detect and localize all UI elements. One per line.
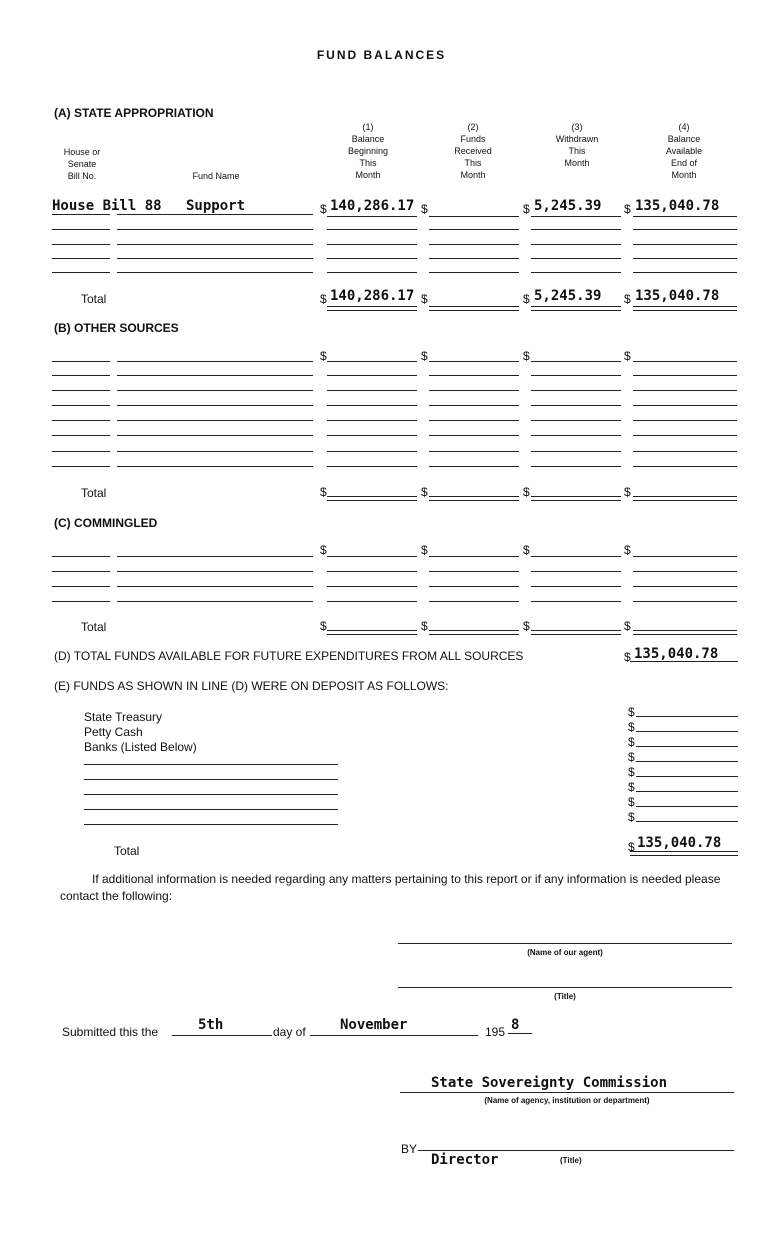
row-c1-c2-dollar: $ xyxy=(421,543,428,557)
total-a-c3: 5,245.39 xyxy=(534,288,602,304)
agency-line xyxy=(400,1092,734,1093)
submitted-year-line xyxy=(508,1033,532,1034)
submitted-year-prefix: 195 xyxy=(485,1025,506,1039)
header-fund-name: Fund Name xyxy=(192,171,240,181)
section-c-heading: (C) COMMINGLED xyxy=(54,516,158,530)
header-col2: (2) Funds Received This Month xyxy=(454,122,492,180)
row-c1-c3-dollar: $ xyxy=(523,543,530,557)
total-a-c3-dollar: $ xyxy=(523,292,530,306)
by-line xyxy=(418,1150,734,1151)
total-a-c1-dollar: $ xyxy=(320,292,327,306)
agent-name-line[interactable] xyxy=(398,943,732,944)
total-e-label: Total xyxy=(114,844,140,858)
deposit-label-banks: Banks (Listed Below) xyxy=(84,740,197,754)
signer-title: Director xyxy=(431,1152,499,1168)
total-d-line xyxy=(630,661,738,662)
row-b1-c1-dollar: $ xyxy=(320,349,327,363)
header-col3: (3) Withdrawn This Month xyxy=(555,122,599,168)
total-e-value: 135,040.78 xyxy=(637,835,722,851)
by-label: BY xyxy=(401,1142,418,1156)
row-a1-c4-dollar: $ xyxy=(624,202,631,216)
total-b-c2-dollar: $ xyxy=(421,485,428,499)
submitted-day-line xyxy=(172,1035,272,1036)
total-a-label: Total xyxy=(81,292,107,306)
row-c1-c4-dollar: $ xyxy=(624,543,631,557)
total-a-c2-dollar: $ xyxy=(421,292,428,306)
total-b-c4-dollar: $ xyxy=(624,485,631,499)
row-a1-c4: 135,040.78 xyxy=(635,198,720,214)
total-b-c1-dollar: $ xyxy=(320,485,327,499)
submitted-month: November xyxy=(340,1017,408,1033)
row-a1-c3-dollar: $ xyxy=(523,202,530,216)
deposit-dollar-6: $ xyxy=(628,780,635,794)
total-e-dollar: $ xyxy=(628,840,635,854)
deposit-dollar-8: $ xyxy=(628,810,635,824)
row-a1-c1: 140,286.17 xyxy=(330,198,415,214)
deposit-dollar-3: $ xyxy=(628,735,635,749)
section-a-heading: (A) STATE APPROPRIATION xyxy=(54,106,214,120)
header-col4: (4) Balance Available End of Month xyxy=(665,122,703,180)
header-col1: (1) Balance Beginning This Month xyxy=(347,122,389,180)
agent-title-line[interactable] xyxy=(398,987,732,988)
row-a1-c2-dollar: $ xyxy=(421,202,428,216)
header-bill-no: House or Senate Bill No. xyxy=(63,147,101,181)
agency-name: State Sovereignty Commission xyxy=(431,1075,668,1091)
row-b1-c4-dollar: $ xyxy=(624,349,631,363)
total-a-c4: 135,040.78 xyxy=(635,288,720,304)
submitted-day: 5th xyxy=(198,1017,224,1033)
total-c-c1-dollar: $ xyxy=(320,619,327,633)
deposit-dollar-4: $ xyxy=(628,750,635,764)
section-b-heading: (B) OTHER SOURCES xyxy=(54,321,179,335)
total-c-label: Total xyxy=(81,620,107,634)
agency-caption: (Name of agency, institution or department) xyxy=(484,1096,650,1105)
row-b1-c3-dollar: $ xyxy=(523,349,530,363)
total-d-dollar: $ xyxy=(624,650,631,664)
deposit-label-petty-cash: Petty Cash xyxy=(84,725,143,739)
submitted-prefix: Submitted this the xyxy=(62,1025,159,1039)
contact-info-text: If additional information is needed regarding any matters pertaining to this report or if any information is needed please contact the following: xyxy=(60,872,721,903)
row-a1-fund: Support xyxy=(186,198,246,214)
row-a1-c1-dollar: $ xyxy=(320,202,327,216)
row-a1-c3: 5,245.39 xyxy=(534,198,602,214)
total-b-label: Total xyxy=(81,486,107,500)
deposit-dollar-2: $ xyxy=(628,720,635,734)
row-b1-c2-dollar: $ xyxy=(421,349,428,363)
total-a-c1: 140,286.17 xyxy=(330,288,415,304)
submitted-day-of: day of xyxy=(273,1025,306,1039)
total-c-c3-dollar: $ xyxy=(523,619,530,633)
total-e-line-2 xyxy=(630,855,738,856)
agent-title-caption: (Title) xyxy=(554,992,576,1001)
page-title: FUND BALANCES xyxy=(316,48,447,62)
deposit-dollar-7: $ xyxy=(628,795,635,809)
total-c-c2-dollar: $ xyxy=(421,619,428,633)
total-c-c4-dollar: $ xyxy=(624,619,631,633)
deposit-dollar-1: $ xyxy=(628,705,635,719)
section-d-heading: (D) TOTAL FUNDS AVAILABLE FOR FUTURE EXPENDITURES FROM ALL SOURCES xyxy=(54,649,524,663)
total-b-c3-dollar: $ xyxy=(523,485,530,499)
total-d-value: 135,040.78 xyxy=(634,646,719,662)
signer-caption: (Title) xyxy=(560,1156,582,1165)
total-e-line-1 xyxy=(630,851,738,852)
deposit-label-treasury: State Treasury xyxy=(84,710,163,724)
section-e-heading: (E) FUNDS AS SHOWN IN LINE (D) WERE ON DEPOSIT AS FOLLOWS: xyxy=(54,679,449,693)
total-a-c4-dollar: $ xyxy=(624,292,631,306)
submitted-month-line xyxy=(310,1035,478,1036)
submitted-year-digit: 8 xyxy=(511,1017,520,1033)
deposit-dollar-5: $ xyxy=(628,765,635,779)
row-a1-bill: House Bill 88 xyxy=(52,198,162,214)
agent-name-caption: (Name of our agent) xyxy=(527,948,603,957)
row-c1-c1-dollar: $ xyxy=(320,543,327,557)
